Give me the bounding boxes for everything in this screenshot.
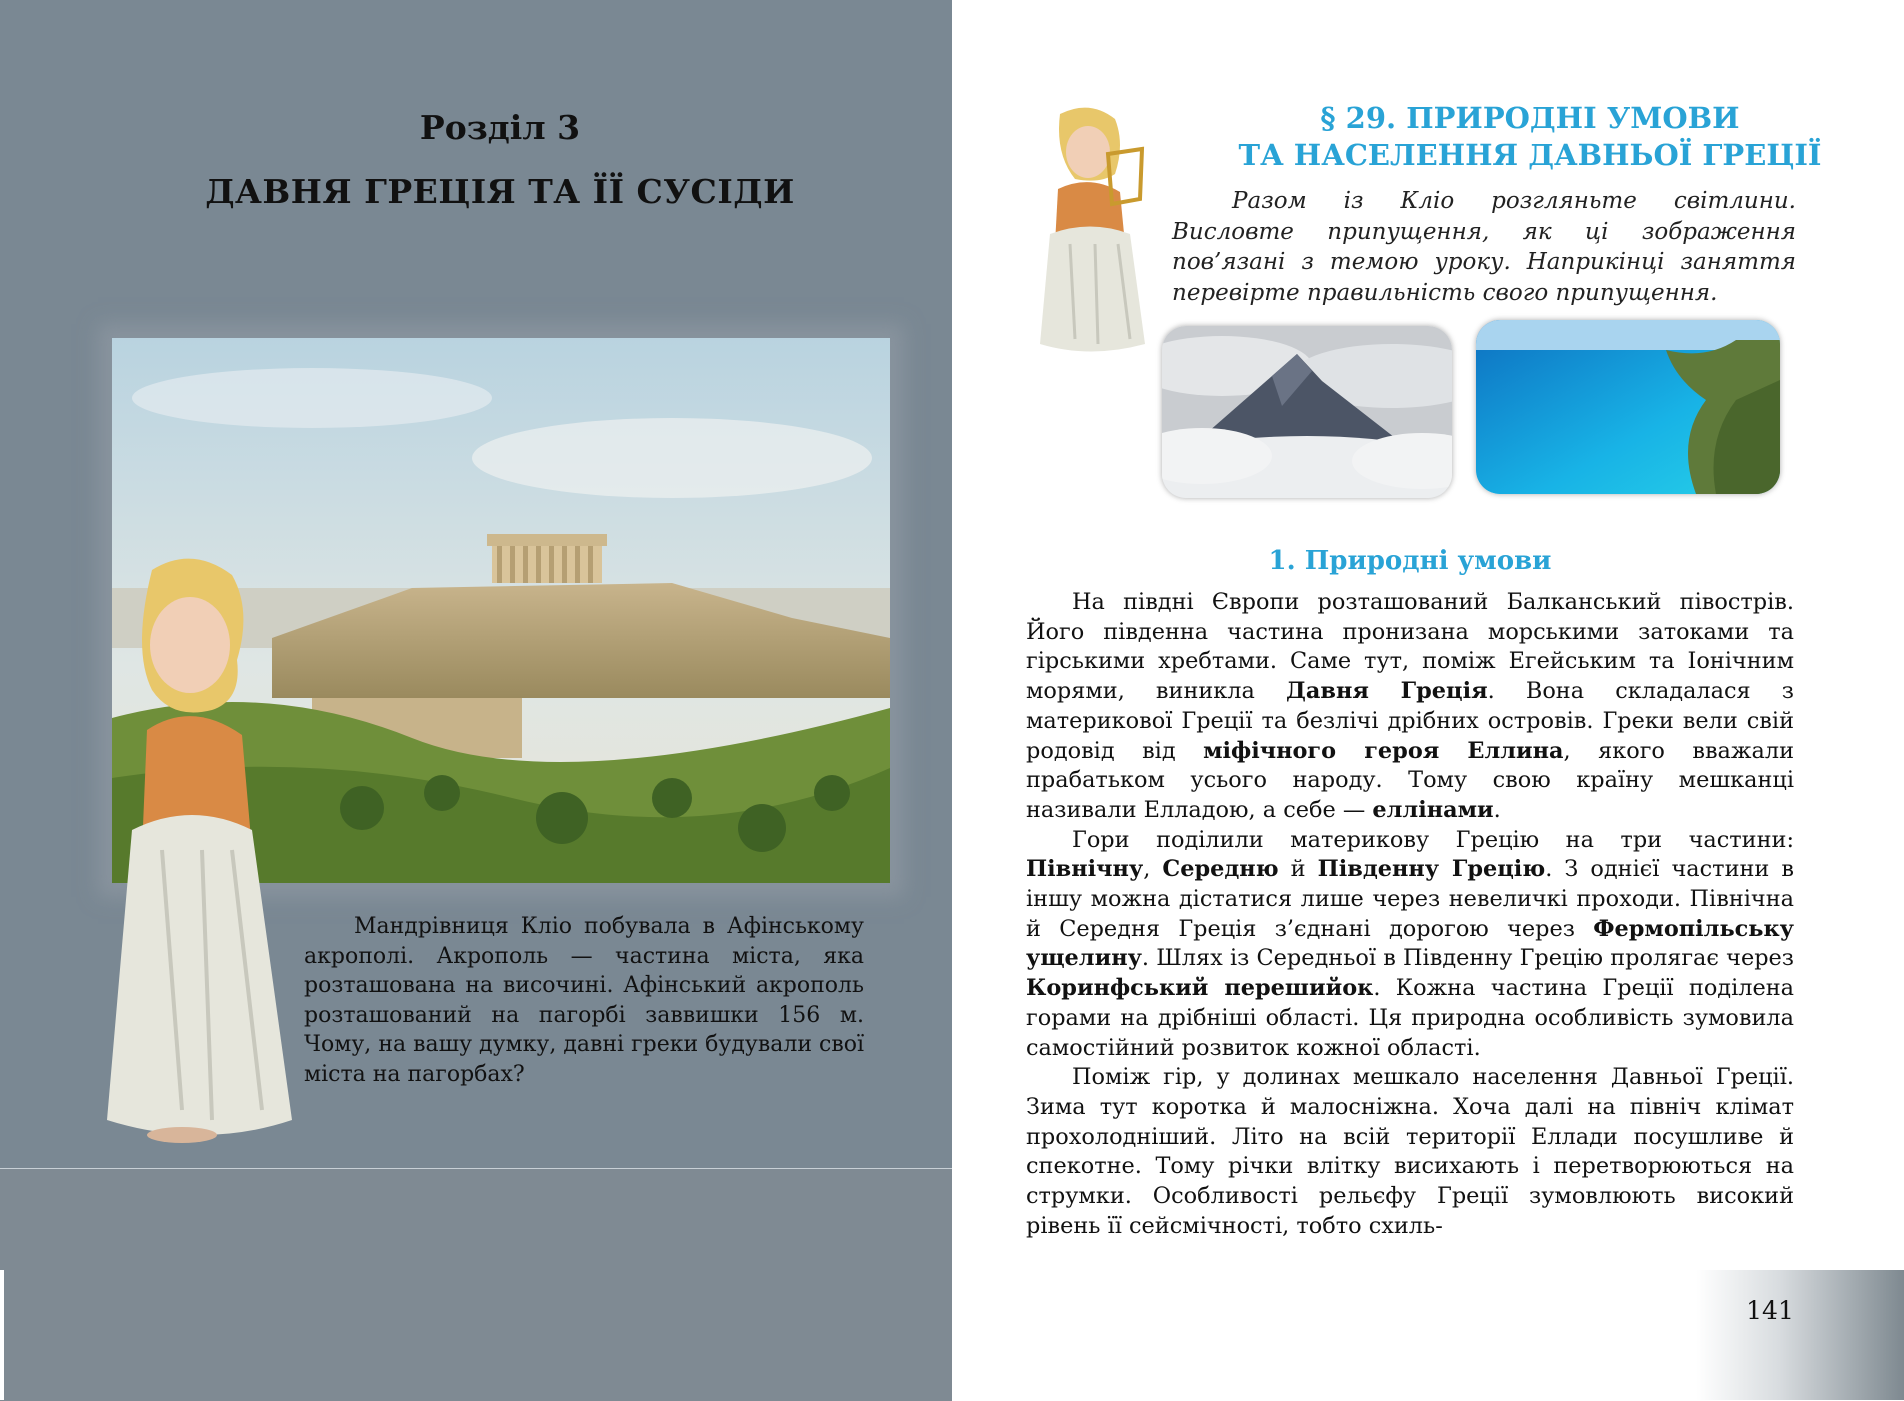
body-text [1026, 588, 1794, 1241]
photo-caption [304, 912, 864, 1089]
chapter-number: Розділ 3 [419, 108, 581, 147]
section-title-line1: § 29. ПРИРОДНІ УМОВИ [1320, 101, 1740, 135]
section-title-line2: ТА НАСЕЛЕННЯ ДАВНЬОЇ ГРЕЦІЇ [1238, 138, 1822, 172]
page-number: 141 [1746, 1296, 1794, 1325]
paragraph-1: На півдні Європи розташований Балканський півострів. Його південна частина пронизана морськими затоками та гірськими хребтами. Саме тут, поміж Егейським та Іонічним морями, виникла Давня Греція. Вона складалася з материкової Греції та безлічі дрібних островів. Греки вели свій родовід від міфічного героя Еллина, якого вважали прабатьком усього народу. Тому свою країну мешканці називали Елладою, а себе — еллінами. [1026, 589, 1794, 823]
term-thermopylae: Фермопільську ущелину [1026, 915, 1794, 972]
mountain-photo [1162, 326, 1452, 498]
term-northern: Північну [1026, 856, 1144, 883]
term-hellenes: еллінами [1372, 796, 1494, 823]
term-central: Середню [1162, 856, 1279, 883]
chapter-title: ДАВНЯ ГРЕЦІЯ ТА ЇЇ СУСІДИ [205, 172, 795, 211]
page-number-band [1696, 1270, 1904, 1400]
term-ancient-greece: Давня Греція [1285, 678, 1488, 705]
term-mythical-hero: міфічного героя Еллина [1203, 737, 1564, 764]
intro-task [1172, 186, 1796, 308]
sea-coast-photo [1476, 320, 1780, 494]
caption-text: Мандрівниця Кліо побувала в Афінському акрополі. Акрополь — частина міста, яка розташована на височині. Афінський акрополь розташований на пагорбі заввишки 156 м. Чому, на вашу думку, давні греки будували свої міста на пагорбах? [304, 914, 864, 1087]
clio-with-lyre-figure [1030, 104, 1162, 354]
subsection-title: 1. Природні умови [1268, 546, 1552, 576]
term-corinth-isthmus: Коринфський перешийок [1026, 975, 1374, 1002]
intro-text: Разом із Кліо розгляньте світлини. Висловте припущення, як ці зображення пов’язані з темою уроку. Наприкінці заняття перевірте правильність свого припущення. [1172, 188, 1796, 306]
clio-figure-left [92, 550, 302, 1150]
term-southern-greece: Південну Грецію [1317, 856, 1546, 883]
section-title [1160, 100, 1900, 174]
left-edge-tab [0, 1270, 4, 1400]
left-page-bottom-band [0, 1168, 952, 1401]
paragraph-2: Гори поділили материкову Грецію на три частини: Північну, Середню й Південну Грецію. З однієї частини в іншу можна дістатися лише через невеличкі проходи. Північна й Середня Греція з’єднані дорогою через Фермопільську ущелину. Шлях із Середньої в Південну Грецію пролягає через Коринфський перешийок. Кожна частина Греції поділена горами на дрібніші області. Ця природна особливість зумовила самостійний розвиток кожної області. [1026, 826, 1794, 1061]
paragraph-3: Поміж гір, у долинах мешкало населення Давньої Греції. Зима тут коротка й малосніжна. Хоча далі на північ клімат прохолодніший. Літо на всій території Еллади посушливе й спекотне. Тому річки влітку висихають і перетворюються на струмки. Особливості рельєфу Греції зумовлюють високий рівень її сейсмічності, тобто схиль- [1026, 1064, 1794, 1239]
